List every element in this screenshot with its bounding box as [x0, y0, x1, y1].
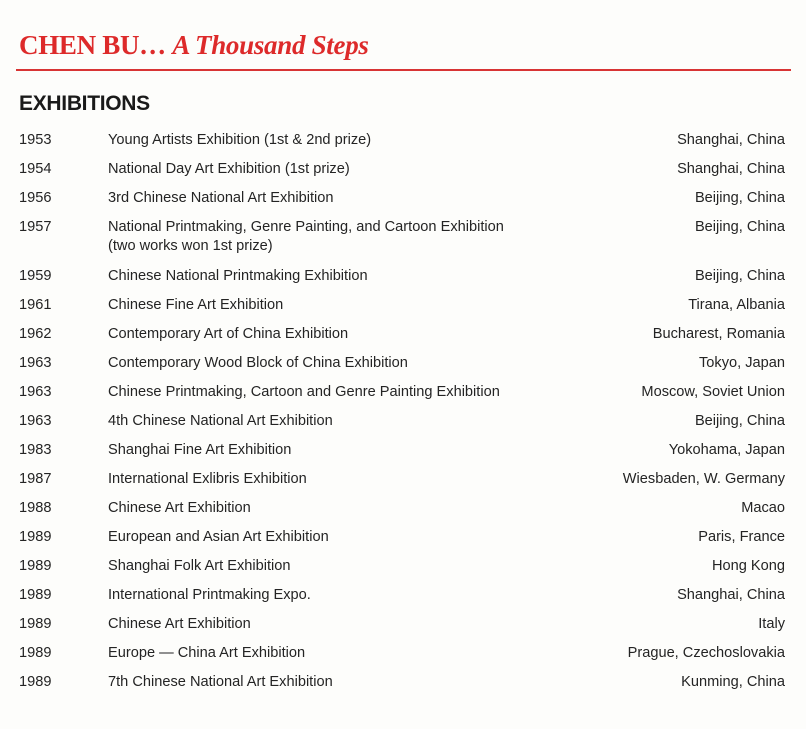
row-year: 1959 — [19, 268, 52, 284]
row-event: Chinese Art Exhibition — [108, 616, 251, 632]
row-location: Shanghai, China — [677, 587, 785, 603]
row-year: 1956 — [19, 190, 52, 206]
row-location: Shanghai, China — [677, 161, 785, 177]
row-year: 1987 — [19, 471, 52, 487]
row-event: 4th Chinese National Art Exhibition — [108, 413, 333, 429]
table-row — [19, 296, 785, 325]
row-year: 1989 — [19, 558, 52, 574]
row-event: International Printmaking Expo. — [108, 587, 311, 603]
row-year: 1989 — [19, 616, 52, 632]
row-event: Shanghai Fine Art Exhibition — [108, 442, 292, 458]
table-row — [19, 131, 785, 160]
row-location: Beijing, China — [694, 219, 785, 235]
row-location: Kunming, China — [681, 674, 785, 690]
table-row — [19, 499, 785, 528]
table-row — [19, 528, 785, 557]
row-location: Prague, Czechoslovakia — [627, 645, 785, 661]
row-event: 3rd Chinese National Art Exhibition — [108, 190, 334, 206]
row-year: 1963 — [19, 355, 52, 371]
table-row — [19, 383, 785, 412]
row-year: 1989 — [19, 587, 52, 603]
row-year: 1988 — [19, 500, 52, 516]
row-location: Shanghai, China — [677, 132, 785, 148]
table-row — [19, 160, 785, 189]
row-event-line2: (two works won 1st prize) — [108, 238, 273, 254]
row-location: Hong Kong — [711, 558, 785, 574]
row-event: 7th Chinese National Art Exhibition — [108, 674, 333, 690]
row-year: 1989 — [19, 529, 52, 545]
row-location: Bucharest, Romania — [652, 326, 785, 342]
page-title — [19, 30, 369, 61]
row-year: 1961 — [19, 297, 52, 313]
row-event: Chinese Art Exhibition — [108, 500, 251, 516]
title-main: CHEN BU… — [19, 30, 166, 60]
row-year: 1989 — [19, 674, 52, 690]
row-event: Chinese Printmaking, Cartoon and Genre Painting Exhibition — [108, 384, 500, 400]
row-event: Contemporary Art of China Exhibition — [108, 326, 349, 342]
section-heading: EXHIBITIONS — [19, 92, 150, 115]
table-row — [19, 412, 785, 441]
table-row — [19, 644, 785, 673]
row-location: Macao — [741, 500, 785, 516]
title-subtitle: A Thousand Steps — [172, 30, 369, 60]
table-row — [19, 354, 785, 383]
table-row — [19, 470, 785, 499]
row-event — [108, 218, 548, 256]
table-row — [19, 325, 785, 354]
row-event-line1: National Printmaking, Genre Painting, and Cartoon Exhibition — [108, 219, 504, 235]
row-event: European and Asian Art Exhibition — [108, 529, 329, 545]
row-year: 1989 — [19, 645, 52, 661]
row-year: 1954 — [19, 161, 52, 177]
row-year: 1953 — [19, 132, 52, 148]
row-location: Beijing, China — [694, 268, 785, 284]
row-year: 1957 — [19, 219, 52, 235]
exhibitions-table — [19, 131, 785, 702]
row-location: Yokohama, Japan — [668, 442, 785, 458]
row-location: Tokyo, Japan — [699, 355, 785, 371]
table-row — [19, 441, 785, 470]
row-year: 1962 — [19, 326, 52, 342]
row-event: Europe — China Art Exhibition — [108, 645, 306, 661]
row-event: Young Artists Exhibition (1st & 2nd prize) — [108, 132, 372, 148]
row-year: 1963 — [19, 384, 52, 400]
table-row — [19, 267, 785, 296]
row-location: Beijing, China — [694, 190, 785, 206]
table-row — [19, 218, 785, 267]
table-row — [19, 673, 785, 702]
row-location: Paris, France — [698, 529, 785, 545]
table-row — [19, 557, 785, 586]
row-location: Wiesbaden, W. Germany — [622, 471, 785, 487]
row-event: National Day Art Exhibition (1st prize) — [108, 161, 350, 177]
row-event: Chinese Fine Art Exhibition — [108, 297, 284, 313]
table-row — [19, 586, 785, 615]
row-year: 1963 — [19, 413, 52, 429]
table-row — [19, 615, 785, 644]
row-location: Italy — [758, 616, 785, 632]
row-event: Chinese National Printmaking Exhibition — [108, 268, 368, 284]
row-event: Contemporary Wood Block of China Exhibition — [108, 355, 408, 371]
row-event: Shanghai Folk Art Exhibition — [108, 558, 291, 574]
title-divider — [16, 69, 791, 71]
table-row — [19, 189, 785, 218]
row-location: Beijing, China — [694, 413, 785, 429]
row-location: Moscow, Soviet Union — [641, 384, 785, 400]
row-location: Tirana, Albania — [688, 297, 785, 313]
row-event: International Exlibris Exhibition — [108, 471, 307, 487]
row-year: 1983 — [19, 442, 52, 458]
